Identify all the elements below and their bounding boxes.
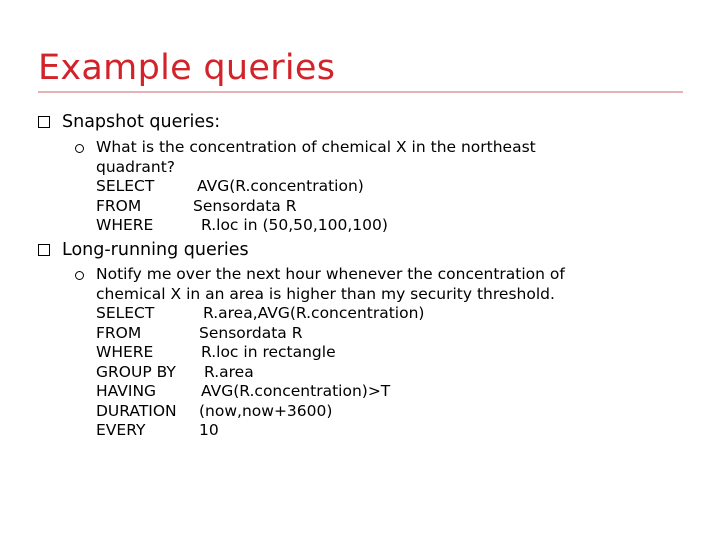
snapshot-detail: [75, 138, 536, 236]
description-line: chemical X in an area is higher than my security threshold.: [96, 284, 555, 303]
square-bullet-icon: [38, 244, 50, 256]
query-value: (now,now+3600): [199, 401, 333, 420]
section-heading-text: Long-running queries: [62, 240, 249, 260]
section-heading-snapshot: [38, 110, 220, 134]
query-row: [96, 304, 565, 324]
query-value: AVG(R.concentration)>T: [201, 382, 391, 400]
query-keyword: FROM: [96, 323, 142, 342]
circle-bullet-icon: [75, 271, 84, 280]
query-value: Sensordata R: [193, 196, 297, 215]
description-line: quadrant?: [96, 157, 175, 176]
query-keyword: WHERE: [96, 216, 154, 234]
query-row: [96, 363, 565, 383]
section-heading-long-running: [38, 238, 249, 262]
query-keyword: EVERY: [96, 421, 146, 439]
query-value: R.area,AVG(R.concentration): [203, 304, 425, 322]
query-keyword: WHERE: [96, 343, 154, 361]
query-value: R.area: [204, 362, 254, 381]
query-value: R.loc in (50,50,100,100): [201, 216, 388, 234]
query-value: AVG(R.concentration): [197, 177, 364, 195]
page-title: Example queries: [38, 48, 336, 88]
query-keyword: SELECT: [96, 304, 155, 322]
query-keyword: DURATION: [96, 401, 177, 420]
query-row: [96, 382, 565, 402]
circle-bullet-icon: [75, 144, 84, 153]
square-bullet-icon: [38, 116, 50, 128]
query-value: Sensordata R: [199, 323, 303, 342]
title-divider: [38, 91, 683, 93]
query-row: [96, 324, 565, 344]
query-keyword: HAVING: [96, 382, 157, 400]
query-row: [96, 216, 536, 236]
query-row: [96, 421, 565, 441]
long-running-detail: [75, 265, 565, 441]
query-row: [96, 177, 536, 197]
query-value: R.loc in rectangle: [201, 343, 336, 361]
query-value: 10: [199, 421, 219, 439]
query-keyword: SELECT: [96, 177, 155, 195]
section-heading-text: Snapshot queries:: [62, 112, 221, 132]
description-line: Notify me over the next hour whenever the concentration of: [96, 265, 565, 283]
query-row: [96, 197, 536, 217]
query-row: [96, 343, 565, 363]
query-keyword: FROM: [96, 196, 142, 215]
query-keyword: GROUP BY: [96, 362, 176, 381]
description-line: What is the concentration of chemical X in the northeast: [96, 138, 536, 156]
query-row: [96, 402, 565, 422]
